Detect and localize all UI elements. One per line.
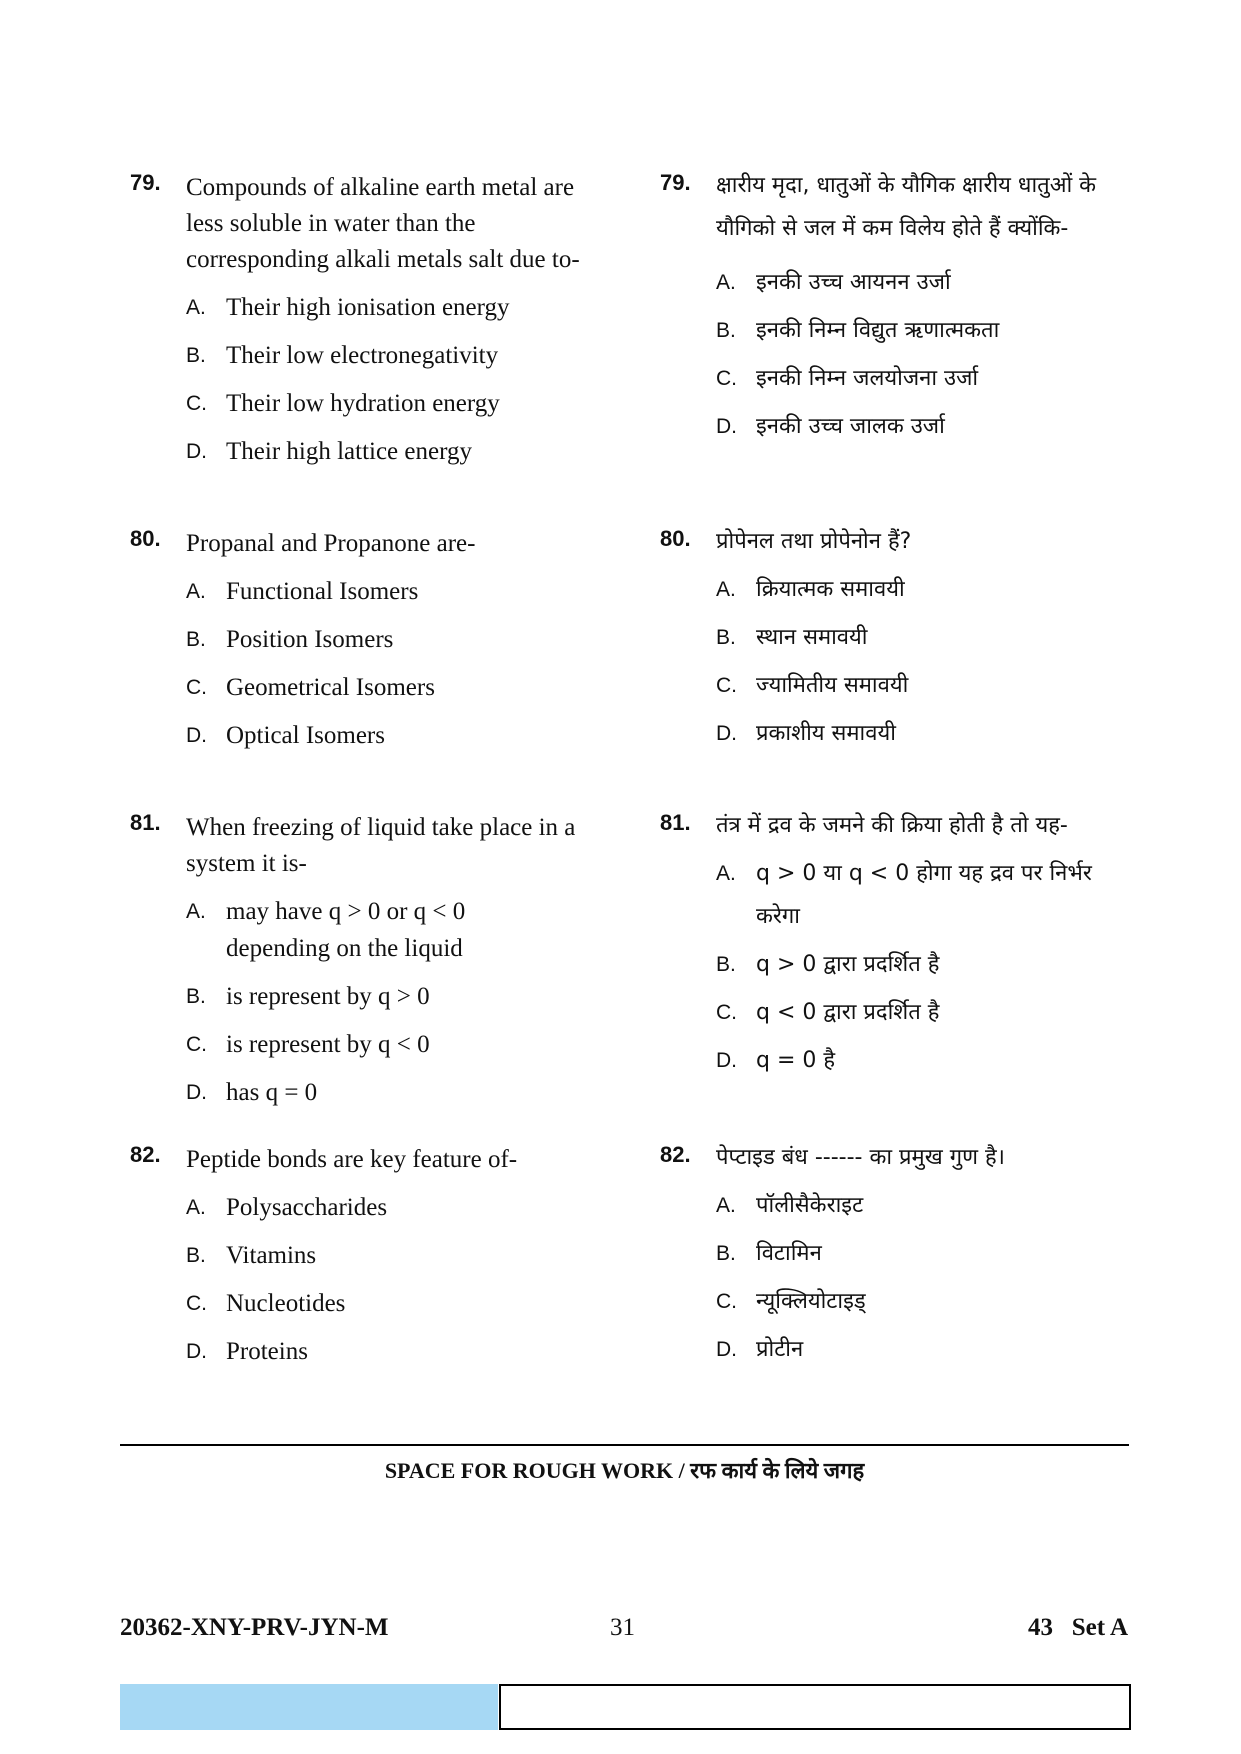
option-c <box>716 357 1140 400</box>
option-text: q > 0 द्वारा प्रदर्शित है <box>756 952 940 977</box>
option-text: Polysaccharides <box>226 1194 388 1221</box>
option-a <box>716 1184 1140 1227</box>
option-text: इनकी निम्न विद्युत ऋणात्मकता <box>756 318 1000 343</box>
option-text: इनकी उच्च जालक उर्जा <box>756 414 945 439</box>
option-b <box>716 943 1140 986</box>
option-letter: D. <box>186 1081 207 1104</box>
option-d <box>186 1074 610 1111</box>
footer-color-bar <box>120 1684 498 1730</box>
option-a <box>716 852 1116 938</box>
option-c <box>186 1026 610 1063</box>
option-d <box>186 1333 610 1370</box>
question-text: Propanal and Propanone are- <box>186 530 476 557</box>
option-text: q = 0 है <box>756 1048 836 1073</box>
question-number: 79. <box>660 170 691 195</box>
option-b <box>186 1237 610 1274</box>
option-letter: C. <box>186 1033 207 1056</box>
option-letter: B. <box>716 319 736 342</box>
question-79-hi <box>660 164 1140 448</box>
option-letter: B. <box>186 1244 206 1267</box>
option-text: has q = 0 <box>226 1079 318 1106</box>
option-letter: C. <box>716 1290 737 1313</box>
question-81-en <box>130 810 610 1111</box>
option-text: Functional Isomers <box>226 578 419 605</box>
option-text: q > 0 या q < 0 होगा यह द्रव पर निर्भर करेगा <box>756 861 1092 929</box>
option-letter: A. <box>186 1196 206 1219</box>
option-letter: A. <box>186 900 206 923</box>
option-b <box>716 309 1140 352</box>
option-c <box>716 991 1140 1034</box>
question-number: 82. <box>660 1142 691 1167</box>
option-b <box>186 621 610 658</box>
option-text: Their low hydration energy <box>226 390 500 417</box>
option-b <box>186 978 610 1015</box>
option-text: Proteins <box>226 1338 308 1365</box>
paper-code: 20362-XNY-PRV-JYN-M <box>120 1614 389 1641</box>
question-82-en <box>130 1142 610 1370</box>
option-letter: B. <box>716 626 736 649</box>
option-text: may have q > 0 or q < 0 depending on the liquid <box>226 898 466 962</box>
question-80-en <box>130 526 610 754</box>
option-text: विटामिन <box>756 1241 822 1266</box>
option-d <box>186 717 610 754</box>
option-c <box>186 1285 610 1322</box>
option-text: Geometrical Isomers <box>226 674 435 701</box>
option-letter: D. <box>716 1338 737 1361</box>
option-letter: B. <box>716 953 736 976</box>
option-letter: D. <box>716 415 737 438</box>
question-number: 80. <box>130 526 161 551</box>
option-d <box>186 433 610 470</box>
question-79-en <box>130 170 610 470</box>
option-letter: A. <box>716 578 736 601</box>
page-number: 31 <box>610 1614 635 1641</box>
option-a <box>186 893 496 967</box>
question-number: 81. <box>660 810 691 835</box>
question-number: 79. <box>130 170 161 195</box>
option-text: Nucleotides <box>226 1290 346 1317</box>
option-letter: A. <box>716 862 736 885</box>
option-a <box>186 289 610 326</box>
option-letter: C. <box>186 1292 207 1315</box>
option-letter: D. <box>716 1049 737 1072</box>
option-text: ज्यामितीय समावयी <box>756 673 909 698</box>
option-text: पॉलीसैकेराइट <box>756 1193 864 1218</box>
option-letter: D. <box>186 724 207 747</box>
option-letter: C. <box>186 392 207 415</box>
option-text: स्थान समावयी <box>756 625 868 650</box>
option-b <box>186 337 610 374</box>
option-text: न्यूक्लियोटाइड् <box>756 1289 866 1314</box>
rough-work-label: SPACE FOR ROUGH WORK / रफ कार्य के लिये जगह <box>384 1458 865 1483</box>
option-text: इनकी निम्न जलयोजना उर्जा <box>756 366 979 391</box>
option-letter: A. <box>186 296 206 319</box>
option-text: प्रकाशीय समावयी <box>756 721 896 746</box>
option-c <box>716 1280 1140 1323</box>
option-d <box>716 712 1140 755</box>
option-letter: B. <box>186 628 206 651</box>
question-text: Peptide bonds are key feature of- <box>186 1146 518 1173</box>
option-letter: D. <box>186 1340 207 1363</box>
option-letter: B. <box>186 344 206 367</box>
question-text: Compounds of alkaline earth metal are less soluble in water than the corresponding alkali metals salt due to- <box>186 174 580 273</box>
question-82-hi <box>660 1136 1140 1371</box>
question-text: तंत्र में द्रव के जमने की क्रिया होती है तो यह- <box>716 813 1068 838</box>
option-letter: C. <box>716 674 737 697</box>
question-text: क्षारीय मृदा, धातुओं के यौगिक क्षारीय धातुओं के यौगिको से जल में कम विलेय होते हैं क्योंकि- <box>716 173 1097 241</box>
option-a <box>716 568 1140 611</box>
question-number: 80. <box>660 526 691 551</box>
option-letter: C. <box>716 367 737 390</box>
option-text: इनकी उच्च आयनन उर्जा <box>756 270 951 295</box>
option-text: Their low electronegativity <box>226 342 499 369</box>
option-b <box>716 616 1140 659</box>
option-text: प्रोटीन <box>756 1337 804 1362</box>
option-c <box>186 669 610 706</box>
option-text: is represent by q > 0 <box>226 983 430 1010</box>
option-a <box>186 573 610 610</box>
question-number: 82. <box>130 1142 161 1167</box>
question-number: 81. <box>130 810 161 835</box>
option-letter: A. <box>716 1194 736 1217</box>
option-letter: C. <box>716 1001 737 1024</box>
question-80-hi <box>660 520 1140 755</box>
option-d <box>716 1328 1140 1371</box>
set-label: 43 Set A <box>1028 1614 1128 1641</box>
question-text: When freezing of liquid take place in a system it is- <box>186 814 576 877</box>
option-letter: A. <box>716 271 736 294</box>
option-b <box>716 1232 1140 1275</box>
option-text: क्रियात्मक समावयी <box>756 577 905 602</box>
option-a <box>186 1189 610 1226</box>
question-text: पेप्टाइड बंध ------ का प्रमुख गुण है। <box>716 1145 1005 1170</box>
option-letter: D. <box>716 722 737 745</box>
option-text: Vitamins <box>226 1242 317 1269</box>
option-letter: C. <box>186 676 207 699</box>
option-d <box>716 1039 1140 1082</box>
option-letter: B. <box>186 985 206 1008</box>
option-c <box>186 385 610 422</box>
option-c <box>716 664 1140 707</box>
question-text: प्रोपेनल तथा प्रोपेनोन हैं? <box>716 529 912 554</box>
option-a <box>716 261 1140 304</box>
option-letter: D. <box>186 440 207 463</box>
option-text: Optical Isomers <box>226 722 385 749</box>
question-81-hi <box>660 804 1140 1082</box>
option-text: Position Isomers <box>226 626 394 653</box>
option-text: q < 0 द्वारा प्रदर्शित है <box>756 1000 940 1025</box>
option-letter: B. <box>716 1242 736 1265</box>
footer-empty-box <box>499 1684 1131 1730</box>
option-letter: A. <box>186 580 206 603</box>
option-text: Their high lattice energy <box>226 438 472 465</box>
option-text: Their high ionisation energy <box>226 294 510 321</box>
option-d <box>716 405 1140 448</box>
rough-work-divider <box>120 1444 1129 1446</box>
option-text: is represent by q < 0 <box>226 1031 430 1058</box>
